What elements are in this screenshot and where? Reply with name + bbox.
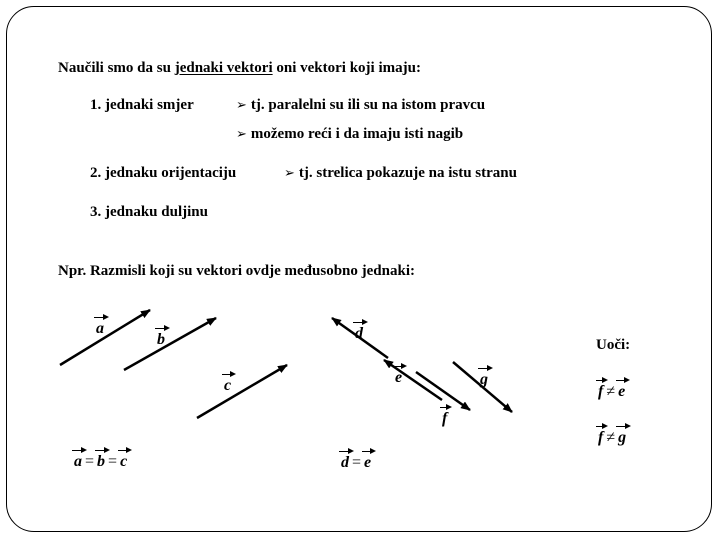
example-prompt: Npr. Razmisli koji su vektori ovdje međusobno jednaki:: [58, 263, 415, 279]
condition-2-note-1-text: tj. strelica pokazuje na istu stranu: [298, 165, 517, 181]
inequality-fg: f ≠ g: [598, 426, 626, 446]
intro-term: jednaki vektori: [174, 60, 273, 76]
vector-a-label: a: [96, 317, 104, 337]
condition-1-label: 1. jednaki smjer: [90, 97, 194, 113]
arrowhead-bullet-icon: ➢: [236, 98, 247, 113]
equality-de: d = e: [341, 451, 371, 471]
condition-3-label: 3. jednaku duljinu: [90, 204, 208, 220]
intro-after: oni vektori koji imaju:: [272, 60, 421, 76]
vector-e-label: e: [395, 366, 402, 386]
condition-1-note-2-text: možemo reći i da imaju isti nagib: [250, 126, 464, 142]
vector-b-label: b: [157, 328, 165, 348]
arrowhead-bullet-icon: ➢: [236, 127, 247, 142]
condition-2-label: 2. jednaku orijentaciju: [90, 165, 237, 181]
vector-f-label: f: [442, 407, 447, 427]
vector-b-arrow: [124, 318, 216, 370]
vector-d-label: d: [355, 322, 363, 342]
vector-f-arrow: [416, 372, 470, 410]
vector-c-label: c: [224, 374, 231, 394]
arrowhead-bullet-icon: ➢: [284, 166, 295, 181]
vector-c-arrow: [197, 365, 287, 418]
vector-g-label: g: [480, 368, 488, 388]
intro-before: Naučili smo da su: [58, 60, 175, 76]
equality-abc: a = b = c: [74, 450, 127, 470]
note-title: Uoči:: [596, 337, 631, 353]
inequality-fe: f ≠ e: [598, 380, 625, 400]
condition-1-note-1-text: tj. paralelni su ili su na istom pravcu: [250, 97, 486, 113]
